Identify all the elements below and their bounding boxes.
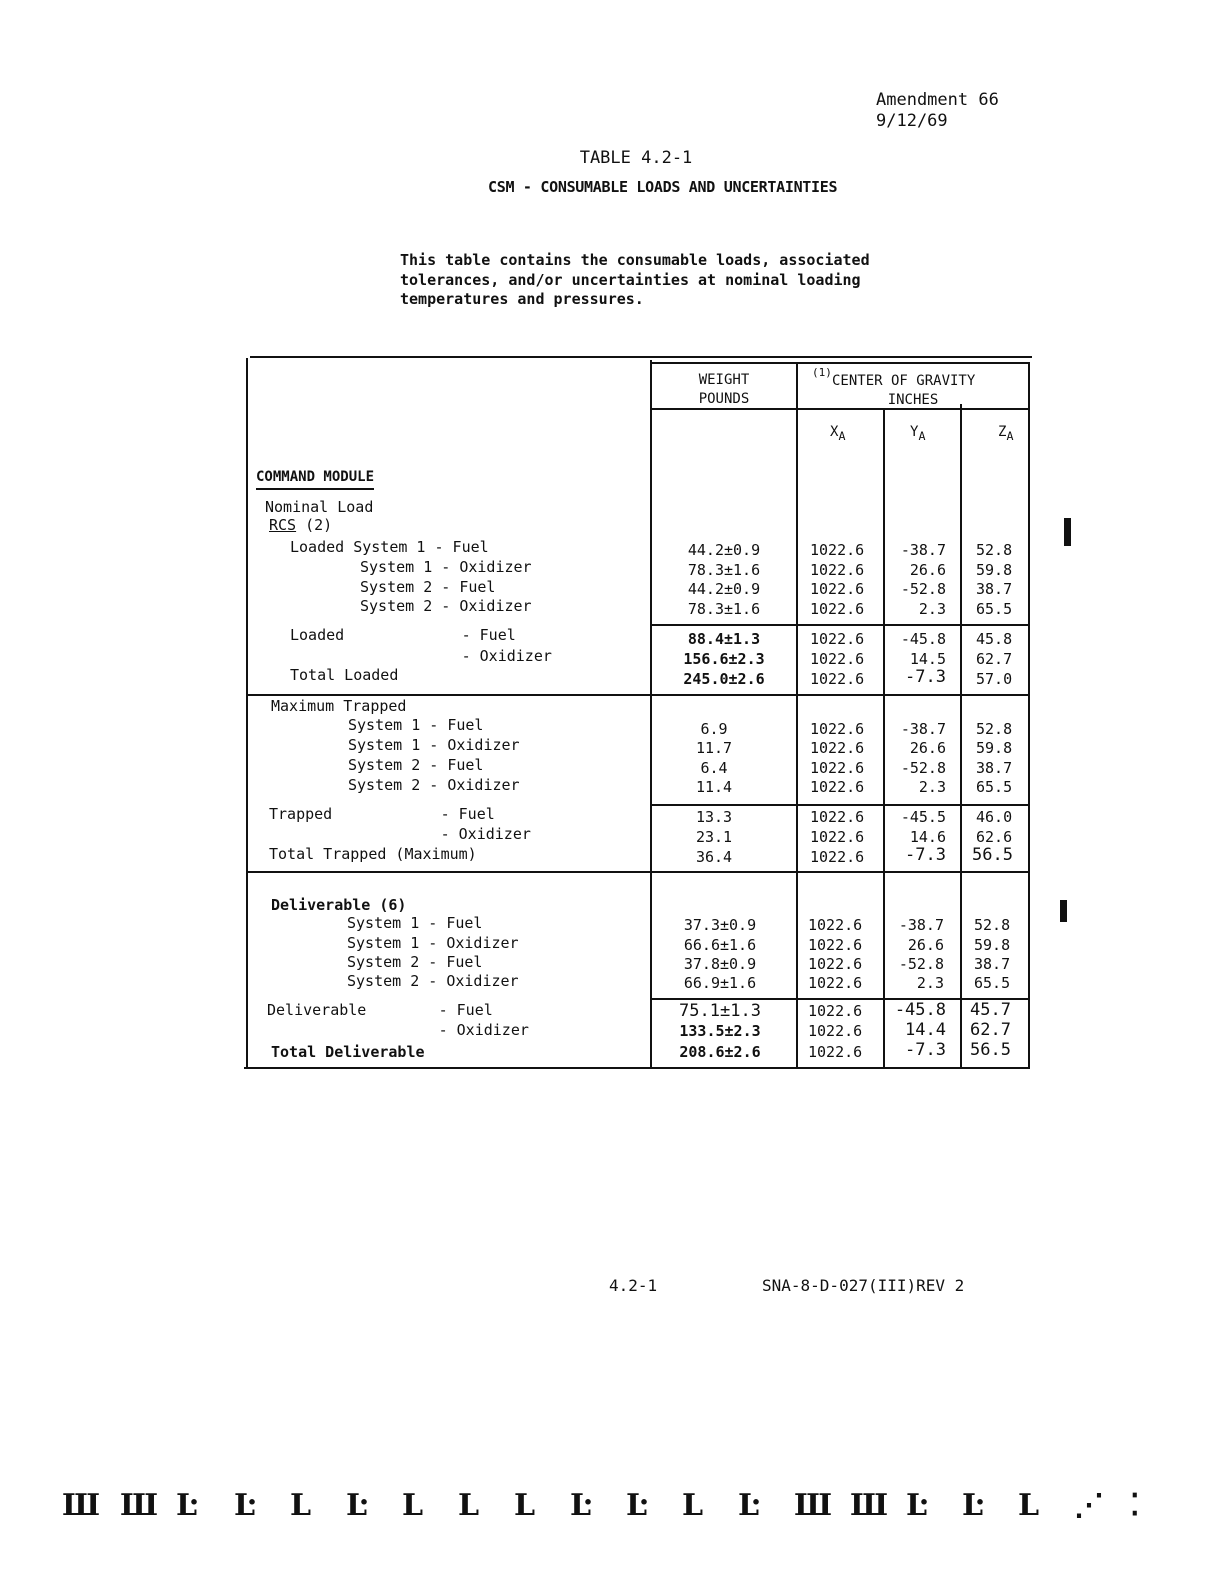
row-label: System 1 - Oxidizer	[348, 736, 520, 754]
z-subscript: A	[1006, 428, 1014, 443]
row-label: Total Deliverable	[271, 1043, 425, 1061]
xa-value: 1022.6	[810, 778, 865, 796]
xa-value: 1022.6	[808, 1002, 863, 1020]
za-value: 57.0	[976, 670, 1013, 688]
scan-mark: Ŀ	[626, 1488, 648, 1523]
xa-value: 1022.6	[810, 739, 865, 757]
weight-value: 156.6±2.3	[683, 650, 765, 668]
intro-line-3: temperatures and pressures.	[400, 290, 644, 308]
xa-value: 1022.6	[810, 650, 865, 668]
row-label: Total Loaded	[290, 666, 399, 684]
za-value: 52.8	[976, 541, 1013, 559]
rcs-note: (2)	[296, 516, 333, 534]
ya-value: 2.3	[918, 778, 946, 796]
weight-value: 37.8±0.9	[683, 955, 757, 973]
row-label: - Oxidizer	[290, 647, 552, 665]
za-value: 65.5	[976, 600, 1013, 618]
nominal-load-label: Nominal Load	[265, 498, 374, 516]
row-label: Loaded - Fuel	[290, 626, 516, 644]
z-label: Z	[998, 424, 1007, 440]
maximum-trapped-label: Maximum Trapped	[271, 697, 407, 715]
scan-mark: L	[402, 1488, 424, 1523]
amendment-number: Amendment 66	[876, 90, 999, 110]
weight-value: 78.3±1.6	[687, 561, 761, 579]
row-label: System 1 - Oxidizer	[360, 558, 532, 576]
ya-value: -52.8	[898, 955, 944, 973]
ya-value: -38.7	[900, 720, 946, 738]
xa-value: 1022.6	[808, 1022, 863, 1040]
ya-value: 26.6	[907, 936, 944, 954]
weight-unit-header: POUNDS	[698, 391, 750, 407]
revision-bar	[1064, 518, 1071, 546]
scan-mark: Ŀ	[346, 1488, 368, 1523]
row-label: - Oxidizer	[269, 825, 531, 843]
xa-value: 1022.6	[810, 630, 865, 648]
y-subscript: A	[918, 428, 926, 443]
scan-mark: Ŀ	[962, 1488, 984, 1523]
ya-header	[910, 423, 925, 445]
amendment-date: 9/12/69	[876, 111, 948, 131]
ya-value: 14.5	[909, 650, 946, 668]
ya-value: 14.6	[909, 828, 946, 846]
table-subtitle: CSM - CONSUMABLE LOADS AND UNCERTAINTIES	[488, 178, 838, 196]
za-value: 38.7	[974, 955, 1011, 973]
xa-header	[830, 423, 845, 445]
section-title: COMMAND MODULE	[256, 468, 374, 490]
weight-value: 78.3±1.6	[687, 600, 761, 618]
scan-mark: Ŀ	[176, 1488, 198, 1523]
row-label: Trapped - Fuel	[269, 805, 495, 823]
za-value: 45.8	[976, 630, 1013, 648]
za-value: 38.7	[976, 759, 1013, 777]
ya-value: -45.5	[900, 808, 946, 826]
revision-bar	[1060, 900, 1067, 922]
za-value: 56.5	[972, 845, 1013, 865]
weight-value: 44.2±0.9	[687, 580, 761, 598]
rcs-text: RCS	[269, 516, 297, 534]
row-label: System 2 - Fuel	[347, 953, 483, 971]
weight-value: 11.7	[695, 739, 733, 757]
cg-unit-header: INCHES	[887, 392, 939, 408]
xa-value: 1022.6	[810, 828, 865, 846]
xa-value: 1022.6	[810, 580, 865, 598]
xa-value: 1022.6	[810, 670, 865, 688]
za-value: 59.8	[974, 936, 1011, 954]
xa-value: 1022.6	[810, 759, 865, 777]
row-label: System 1 - Fuel	[347, 914, 483, 932]
intro-line-2: tolerances, and/or uncertainties at nominal loading	[400, 271, 861, 289]
ya-value: 2.3	[916, 974, 944, 992]
deliverable-label: Deliverable (6)	[271, 896, 407, 914]
weight-value: 66.6±1.6	[683, 936, 757, 954]
ya-value: 2.3	[918, 600, 946, 618]
table-title: TABLE 4.2-1	[579, 148, 693, 168]
scan-mark: Ш	[850, 1488, 889, 1523]
intro-line-1: This table contains the consumable loads, associated	[400, 251, 870, 269]
row-label: System 1 - Fuel	[348, 716, 484, 734]
scan-mark: L	[514, 1488, 536, 1523]
weight-value: 6.9	[700, 720, 728, 738]
scan-mark: L	[458, 1488, 480, 1523]
row-label: Total Trapped (Maximum)	[269, 845, 477, 863]
cg-footnote-marker: (1)	[812, 366, 832, 379]
weight-value: 13.3	[695, 808, 733, 826]
scan-mark: Ш	[62, 1488, 101, 1523]
weight-value: 36.4	[695, 848, 733, 866]
x-subscript: A	[838, 428, 846, 443]
scan-mark: Ŀ	[234, 1488, 256, 1523]
scan-mark: Ш	[120, 1488, 159, 1523]
xa-value: 1022.6	[810, 541, 865, 559]
scan-mark: ⁚	[1130, 1488, 1140, 1523]
xa-value: 1022.6	[808, 936, 863, 954]
za-value: 62.7	[976, 650, 1013, 668]
xa-value: 1022.6	[810, 600, 865, 618]
weight-value: 23.1	[695, 828, 733, 846]
za-value: 52.8	[974, 916, 1011, 934]
za-value: 52.8	[976, 720, 1013, 738]
scan-mark: L	[1018, 1488, 1040, 1523]
ya-value: -38.7	[898, 916, 944, 934]
rcs-label	[269, 516, 332, 536]
weight-value: 75.1±1.3	[679, 1001, 761, 1021]
row-label: Loaded System 1 - Fuel	[290, 538, 489, 556]
row-label: System 2 - Oxidizer	[360, 597, 532, 615]
row-label: System 2 - Fuel	[360, 578, 496, 596]
za-value: 45.7	[970, 1000, 1011, 1020]
scan-mark: Ŀ	[906, 1488, 928, 1523]
ya-value: -7.3	[905, 667, 946, 687]
za-value: 62.6	[976, 828, 1013, 846]
weight-value: 208.6±2.6	[679, 1043, 761, 1061]
za-value: 46.0	[976, 808, 1013, 826]
scan-mark: ⋰	[1074, 1488, 1104, 1523]
weight-value: 37.3±0.9	[683, 916, 757, 934]
scan-mark: Ŀ	[570, 1488, 592, 1523]
ya-value: -7.3	[905, 1040, 946, 1060]
za-value: 59.8	[976, 561, 1013, 579]
xa-value: 1022.6	[810, 808, 865, 826]
page-number: 4.2-1	[609, 1276, 658, 1295]
ya-value: -45.8	[894, 1000, 946, 1020]
cg-header: CENTER OF GRAVITY	[832, 373, 976, 389]
weight-header: WEIGHT	[698, 372, 750, 388]
ya-value: 26.6	[909, 739, 946, 757]
weight-value: 6.4	[700, 759, 728, 777]
za-value: 65.5	[976, 778, 1013, 796]
ya-value: 26.6	[909, 561, 946, 579]
xa-value: 1022.6	[810, 720, 865, 738]
row-label: System 1 - Oxidizer	[347, 934, 519, 952]
za-value: 56.5	[970, 1040, 1011, 1060]
row-label: System 2 - Fuel	[348, 756, 484, 774]
za-value: 62.7	[970, 1020, 1011, 1040]
xa-value: 1022.6	[808, 955, 863, 973]
weight-value: 88.4±1.3	[687, 630, 761, 648]
row-label: System 2 - Oxidizer	[348, 776, 520, 794]
scan-mark: L	[682, 1488, 704, 1523]
weight-value: 44.2±0.9	[687, 541, 761, 559]
za-value: 65.5	[974, 974, 1011, 992]
weight-value: 133.5±2.3	[679, 1022, 761, 1040]
za-value: 59.8	[976, 739, 1013, 757]
scan-mark: L	[290, 1488, 312, 1523]
ya-value: -7.3	[905, 845, 946, 865]
weight-value: 11.4	[695, 778, 733, 796]
scan-mark: Ŀ	[738, 1488, 760, 1523]
xa-value: 1022.6	[808, 916, 863, 934]
xa-value: 1022.6	[808, 1043, 863, 1061]
row-label: - Oxidizer	[267, 1021, 529, 1039]
ya-value: -52.8	[900, 580, 946, 598]
ya-value: -52.8	[900, 759, 946, 777]
weight-value: 66.9±1.6	[683, 974, 757, 992]
ya-value: 14.4	[905, 1020, 946, 1040]
xa-value: 1022.6	[808, 974, 863, 992]
x-label: X	[830, 424, 839, 440]
za-value: 38.7	[976, 580, 1013, 598]
row-label: Deliverable - Fuel	[267, 1001, 493, 1019]
xa-value: 1022.6	[810, 561, 865, 579]
y-label: Y	[910, 424, 919, 440]
document-id: SNA-8-D-027(III)REV 2	[762, 1276, 965, 1295]
scan-mark: Ш	[794, 1488, 833, 1523]
weight-value: 245.0±2.6	[683, 670, 765, 688]
row-label: System 2 - Oxidizer	[347, 972, 519, 990]
xa-value: 1022.6	[810, 848, 865, 866]
ya-value: -38.7	[900, 541, 946, 559]
ya-value: -45.8	[900, 630, 946, 648]
za-header	[998, 423, 1013, 445]
